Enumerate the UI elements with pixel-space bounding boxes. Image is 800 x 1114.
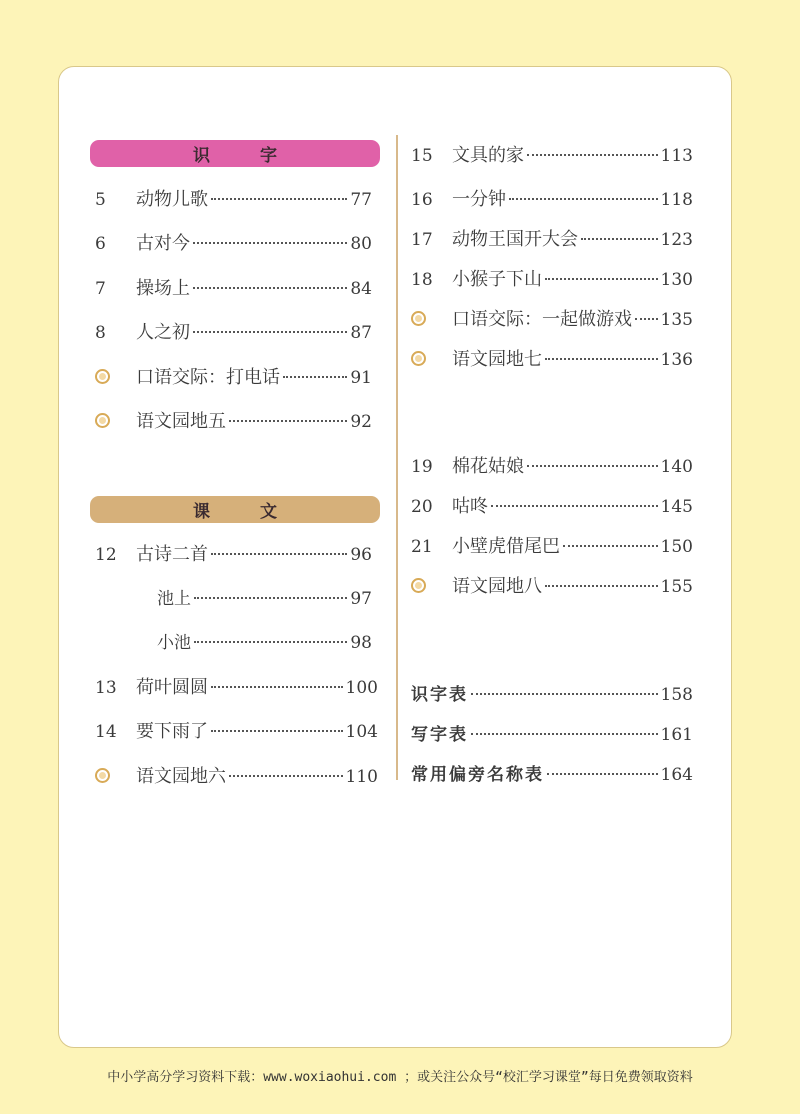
page-number: 97 — [350, 589, 372, 609]
circle-bullet-icon — [411, 578, 426, 593]
leader-dots — [581, 238, 658, 240]
circle-bullet-icon — [411, 311, 426, 326]
leader-dots — [229, 420, 347, 422]
page-number: 140 — [660, 457, 693, 477]
toc-entry[interactable] — [411, 145, 693, 167]
toc-entry[interactable] — [95, 677, 378, 699]
page-number: 77 — [350, 190, 372, 210]
leader-dots — [563, 545, 658, 547]
lesson-title: 小猴子下山 — [452, 269, 542, 290]
lesson-number: 15 — [411, 146, 433, 166]
lesson-title: 咕咚 — [452, 496, 488, 517]
toc-entry[interactable] — [411, 496, 693, 518]
page-number: 110 — [345, 767, 378, 787]
lesson-title: 小壁虎借尾巴 — [452, 536, 560, 557]
page-number: 118 — [660, 190, 693, 210]
lesson-title: 古对今 — [136, 233, 190, 254]
circle-bullet-icon — [411, 351, 426, 366]
lesson-number: 18 — [411, 270, 433, 290]
leader-dots — [283, 376, 347, 378]
appendix-title: 识字表 — [411, 685, 468, 705]
leader-dots — [545, 585, 658, 587]
lesson-title: 语文园地五 — [136, 411, 226, 432]
leader-dots — [635, 318, 658, 320]
lesson-title: 人之初 — [136, 322, 190, 343]
page-number: 113 — [660, 146, 693, 166]
bullet-slot — [411, 309, 452, 331]
footer-watermark-text: 中小学高分学习资料下载：www.woxiaohui.com ；或关注公众号“校汇学习课堂”每日免费领取资料 — [107, 1070, 693, 1085]
toc-entry[interactable] — [411, 189, 693, 211]
leader-dots — [193, 331, 347, 333]
leader-dots — [229, 775, 343, 777]
lesson-title: 动物王国开大会 — [452, 229, 578, 250]
lesson-title: 棉花姑娘 — [452, 456, 524, 477]
page-number: 135 — [660, 310, 693, 330]
lesson-title: 荷叶圆圆 — [136, 677, 208, 698]
leader-dots — [491, 505, 658, 507]
page-number: 123 — [660, 230, 693, 250]
toc-entry[interactable] — [411, 309, 693, 331]
lesson-title: 动物儿歌 — [136, 189, 208, 210]
toc-entry[interactable] — [95, 411, 372, 433]
appendix-title: 常用偏旁名称表 — [411, 765, 544, 785]
leader-dots — [527, 465, 658, 467]
appendix-entry[interactable] — [411, 764, 693, 786]
toc-entry[interactable] — [411, 536, 693, 558]
page-number: 104 — [345, 722, 378, 742]
circle-bullet-icon — [95, 768, 110, 783]
lesson-number: 12 — [95, 545, 117, 565]
leader-dots — [211, 553, 347, 555]
lesson-number: 13 — [95, 678, 117, 698]
lesson-title: 古诗二首 — [136, 544, 208, 565]
lesson-title: 一分钟 — [452, 189, 506, 210]
lesson-title: 口语交际：一起做游戏 — [452, 309, 632, 330]
leader-dots — [545, 358, 658, 360]
lesson-number: 6 — [95, 234, 106, 254]
page-number: 158 — [660, 685, 693, 705]
lesson-title: 口语交际：打电话 — [136, 367, 280, 388]
page-number: 92 — [350, 412, 372, 432]
toc-entry[interactable] — [95, 721, 378, 743]
page-number: 150 — [660, 537, 693, 557]
toc-entry[interactable] — [95, 766, 378, 788]
bullet-slot — [411, 576, 452, 598]
lesson-number: 21 — [411, 537, 433, 557]
column-divider — [396, 135, 398, 780]
section-header-kewen: 课 文 — [90, 496, 380, 523]
page-number: 130 — [660, 270, 693, 290]
leader-dots — [211, 730, 343, 732]
page-number: 145 — [660, 497, 693, 517]
lesson-number: 16 — [411, 190, 433, 210]
page-number: 91 — [350, 368, 372, 388]
leader-dots — [547, 773, 658, 775]
toc-entry[interactable] — [95, 544, 372, 566]
leader-dots — [193, 242, 347, 244]
bullet-slot — [95, 411, 136, 433]
leader-dots — [211, 686, 343, 688]
lesson-number: 20 — [411, 497, 433, 517]
toc-entry[interactable] — [95, 367, 372, 389]
toc-entry[interactable] — [95, 233, 372, 255]
lesson-title: 操场上 — [136, 278, 190, 299]
appendix-entry[interactable] — [411, 724, 693, 746]
bullet-slot — [95, 766, 136, 788]
page-number: 96 — [350, 545, 372, 565]
poem-title: 小池 — [157, 633, 191, 653]
leader-dots — [194, 641, 347, 643]
page-number: 80 — [350, 234, 372, 254]
circle-bullet-icon — [95, 369, 110, 384]
leader-dots — [527, 154, 658, 156]
leader-dots — [211, 198, 347, 200]
leader-dots — [471, 693, 658, 695]
lesson-number: 8 — [95, 323, 106, 343]
leader-dots — [545, 278, 658, 280]
toc-entry[interactable] — [411, 456, 693, 478]
toc-subentry[interactable] — [157, 632, 372, 654]
page-number: 164 — [660, 765, 693, 785]
toc-entry[interactable] — [411, 349, 693, 371]
leader-dots — [193, 287, 347, 289]
lesson-number: 14 — [95, 722, 117, 742]
toc-entry[interactable] — [411, 229, 693, 251]
bullet-slot — [95, 367, 136, 389]
toc-entry[interactable] — [95, 322, 372, 344]
bullet-slot — [411, 349, 452, 371]
toc-entry[interactable] — [411, 576, 693, 598]
lesson-title: 语文园地六 — [136, 766, 226, 787]
lesson-title: 文具的家 — [452, 145, 524, 166]
lesson-number: 17 — [411, 230, 433, 250]
page-number: 84 — [350, 279, 372, 299]
circle-bullet-icon — [95, 413, 110, 428]
appendix-title: 写字表 — [411, 725, 468, 745]
lesson-number: 7 — [95, 279, 106, 299]
toc-entry[interactable] — [95, 189, 372, 211]
appendix-entry[interactable] — [411, 684, 693, 706]
leader-dots — [194, 597, 347, 599]
leader-dots — [509, 198, 658, 200]
section-header-shizi: 识 字 — [90, 140, 380, 167]
lesson-title: 要下雨了 — [136, 721, 208, 742]
toc-subentry[interactable] — [157, 588, 372, 610]
lesson-number: 5 — [95, 190, 106, 210]
page-number: 87 — [350, 323, 372, 343]
toc-entry[interactable] — [411, 269, 693, 291]
page-number: 136 — [660, 350, 693, 370]
poem-title: 池上 — [157, 589, 191, 609]
page-number: 100 — [345, 678, 378, 698]
leader-dots — [471, 733, 658, 735]
page-number: 161 — [660, 725, 693, 745]
page-number: 98 — [350, 633, 372, 653]
page-number: 155 — [660, 577, 693, 597]
lesson-title: 语文园地七 — [452, 349, 542, 370]
lesson-number: 19 — [411, 457, 433, 477]
lesson-title: 语文园地八 — [452, 576, 542, 597]
toc-entry[interactable] — [95, 278, 372, 300]
